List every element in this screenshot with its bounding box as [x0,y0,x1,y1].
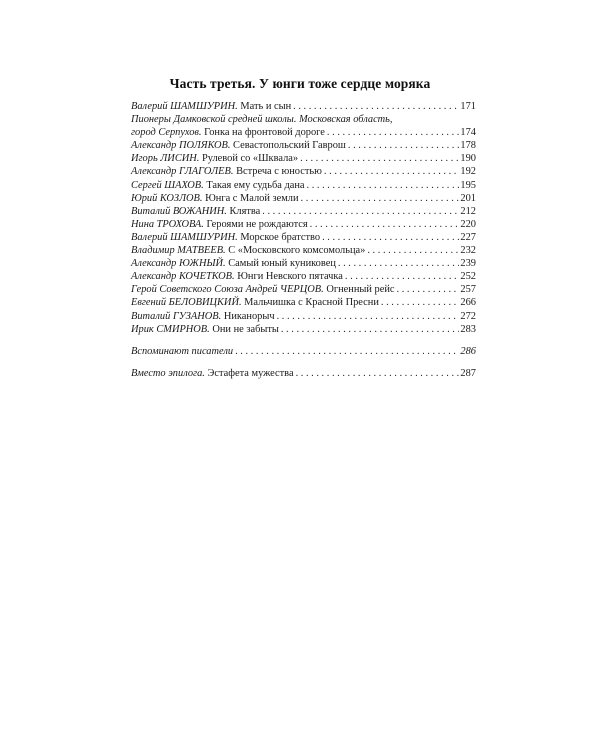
leader-dots [262,205,459,218]
entry-author: Герой Советского Союза Андрей ЧЕРЦОВ. [131,284,324,296]
toc-entry [131,152,476,165]
leader-dots [397,283,460,296]
leader-dots [348,139,460,152]
toc-entry [131,100,476,113]
toc-entry [131,205,476,218]
entry-page: 174 [460,127,476,139]
entry-author: Валерий ШАМШУРИН. [131,101,238,112]
entry-title: Они не забыты [212,323,279,335]
entry-title: Мальчишка с Красной Пресни [244,297,379,309]
entry-title: Юнги Невского пятачка [237,271,343,283]
toc-entry [131,165,476,178]
entry-title: Эстафета мужества [207,367,294,379]
toc-entry [131,283,476,296]
section-heading: Часть третья. У юнги тоже сердце моряка [169,76,431,91]
entry-title: Севастопольский Гаврош [233,140,346,152]
entry-title: Встреча с юностью [236,166,322,178]
entry-author: Евгений БЕЛОВИЦКИЙ. [131,297,242,309]
leader-dots [324,165,459,178]
toc-entry [131,244,476,257]
entry-author: Александр ЮЖНЫЙ. [131,258,226,270]
toc-entry-appendix [131,345,476,358]
toc-entry [131,139,476,152]
entry-author: Ирик СМИРНОВ. [131,323,210,335]
entry-page: 272 [460,310,476,322]
entry-author: Александр КОЧЕТКОВ. [131,271,235,283]
toc-entry [131,179,476,192]
entry-title: Героями не рождаются [206,218,308,230]
leader-dots [381,296,460,309]
entry-page: 195 [460,179,476,191]
entry-author: город Серпухов. [131,127,202,139]
entry-author: Вместо эпилога. [131,367,205,379]
entry-page: 287 [460,367,476,379]
entry-author: Юрий КОЗЛОВ. [131,192,203,204]
leader-dots [301,192,460,205]
entry-title: Клятва [229,205,261,217]
leader-dots [300,152,459,165]
entry-author: Владимир МАТВЕЕВ. [131,245,226,257]
toc-entry [131,323,476,336]
entry-author: Валерий ШАМШУРИН. [131,231,238,243]
toc-entry [131,231,476,244]
entry-author: Вспоминают писатели [131,345,234,357]
toc-entry-epilogue [131,367,476,380]
leader-dots [277,310,460,323]
toc-entry [131,126,476,139]
entry-title: Мать и сын [240,101,292,112]
entry-author: Нина ТРОХОВА. [131,218,204,230]
entry-page: 192 [460,166,476,178]
leader-dots [327,126,459,139]
leader-dots [367,244,459,257]
entry-page: 252 [460,271,476,283]
spacer [131,358,476,367]
entry-page: 178 [460,140,476,152]
entry-author: Игорь ЛИСИН. [131,153,200,165]
entry-page: 190 [460,153,476,165]
toc-entry [131,270,476,283]
entry-page: 201 [460,192,476,204]
entry-title: Самый юный куниковец [228,258,336,270]
entry-page: 212 [460,205,476,217]
entry-page: 266 [460,297,476,309]
entry-title: Юнга с Малой земли [205,192,299,204]
table-of-contents [131,100,476,380]
entry-author: Александр ПОЛЯКОВ. [131,140,231,152]
leader-dots [345,270,459,283]
entry-author: Сергей ШАХОВ. [131,179,204,191]
entry-title: Такая ему судьба дана [206,179,305,191]
leader-dots [281,323,460,336]
toc-entry [131,310,476,323]
entry-title: Гонка на фронтовой дороге [204,127,325,139]
leader-dots [307,179,460,192]
toc-entry [131,296,476,309]
entry-page: 286 [460,345,476,357]
entry-page: 232 [460,245,476,257]
toc-entry [131,218,476,231]
entry-title: Морское братство [240,231,321,243]
spacer [131,336,476,345]
leader-dots [338,257,460,270]
entry-title: Рулевой со «Шквала» [201,153,299,165]
entry-author: Виталий ВОЖАНИН. [131,205,227,217]
entry-page: 283 [460,323,476,335]
entry-page: 171 [460,101,476,112]
entry-title: Никанорыч [223,310,275,322]
toc-entry [131,192,476,205]
leader-dots [293,100,459,113]
leader-dots [296,367,460,380]
entry-title: Огненный рейс [326,284,395,296]
leader-dots [310,218,460,231]
entry-page: 220 [460,218,476,230]
entry-author: Александр ГЛАГОЛЕВ. [131,166,234,178]
leader-dots [322,231,459,244]
toc-entry [131,257,476,270]
entry-title: С «Московского комсомольца» [228,245,366,257]
leader-dots [235,345,459,358]
entry-author: Виталий ГУЗАНОВ. [131,310,222,322]
entry-page: 239 [460,258,476,270]
entry-page: 257 [460,284,476,296]
toc-entry-author-line: Пионеры Дамковской средней школы. Московская область, [131,114,393,126]
entry-page: 227 [460,231,476,243]
